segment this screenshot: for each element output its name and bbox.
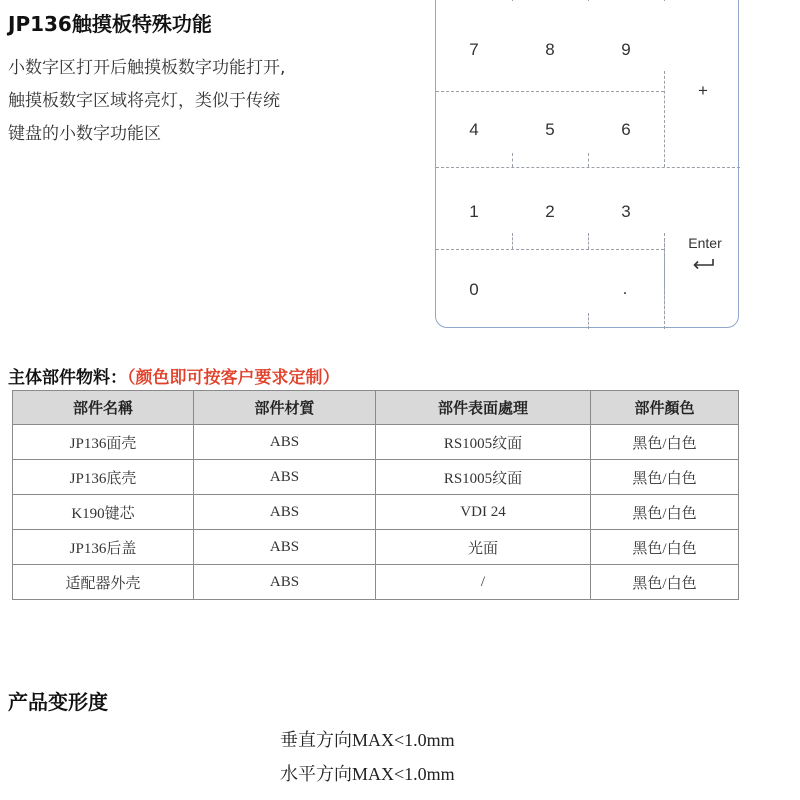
table-cell: K190键芯 [13, 495, 194, 530]
table-cell: JP136底壳 [13, 460, 194, 495]
deformation-title: 产品变形度 [8, 690, 108, 714]
key-3: 3 [621, 202, 631, 221]
table-header-row [13, 391, 739, 425]
feature-description [8, 52, 285, 151]
touchpad-numpad-diagram [435, 0, 739, 328]
deformation-vertical: 垂直方向MAX<1.0mm [280, 730, 455, 750]
table-cell: 黑色/白色 [591, 425, 739, 460]
table-cell: VDI 24 [376, 495, 591, 530]
materials-note: （颜色即可按客户要求定制） [127, 368, 340, 388]
column-header: 部件名稱 [13, 391, 194, 425]
table-cell: 黑色/白色 [591, 460, 739, 495]
table-cell: RS1005纹面 [376, 425, 591, 460]
materials-table [12, 390, 739, 600]
enter-arrow-icon [691, 258, 717, 270]
description-line: 键盘的小数字功能区 [8, 124, 161, 144]
table-row [13, 425, 739, 460]
column-header: 部件材質 [194, 391, 376, 425]
table-cell: ABS [194, 425, 376, 460]
table-cell: 黑色/白色 [591, 565, 739, 600]
table-cell: ABS [194, 460, 376, 495]
table-cell: RS1005纹面 [376, 460, 591, 495]
table-cell: 黑色/白色 [591, 530, 739, 565]
table-row [13, 460, 739, 495]
table-cell: JP136面壳 [13, 425, 194, 460]
table-cell: ABS [194, 530, 376, 565]
key-1: 1 [469, 202, 479, 221]
key-6: 6 [621, 120, 631, 139]
key-7: 7 [469, 40, 479, 59]
key-8: 8 [545, 40, 555, 59]
table-cell: 适配器外壳 [13, 565, 194, 600]
materials-title: 主体部件物料： [8, 368, 127, 388]
deformation-horizontal: 水平方向MAX<1.0mm [280, 764, 455, 784]
table-row [13, 530, 739, 565]
table-cell: ABS [194, 495, 376, 530]
key-plus: + [698, 81, 708, 100]
table-cell: / [376, 565, 591, 600]
key-enter: Enter [688, 235, 722, 251]
table-cell: JP136后盖 [13, 530, 194, 565]
key-dot: . [622, 279, 628, 298]
key-2: 2 [545, 202, 555, 221]
table-row [13, 495, 739, 530]
materials-heading [8, 363, 340, 388]
description-line: 触摸板数字区域将亮灯，类似于传统 [8, 91, 280, 111]
feature-title: JP136触摸板特殊功能 [8, 12, 212, 36]
key-5: 5 [545, 120, 555, 139]
table-cell: 光面 [376, 530, 591, 565]
key-9: 9 [621, 40, 631, 59]
column-header: 部件顏色 [591, 391, 739, 425]
table-cell: ABS [194, 565, 376, 600]
description-line: 小数字区打开后触摸板数字功能打开, [8, 58, 286, 78]
key-0: 0 [469, 280, 479, 299]
table-cell: 黑色/白色 [591, 495, 739, 530]
table-row [13, 565, 739, 600]
column-header: 部件表面處理 [376, 391, 591, 425]
key-4: 4 [469, 120, 479, 139]
